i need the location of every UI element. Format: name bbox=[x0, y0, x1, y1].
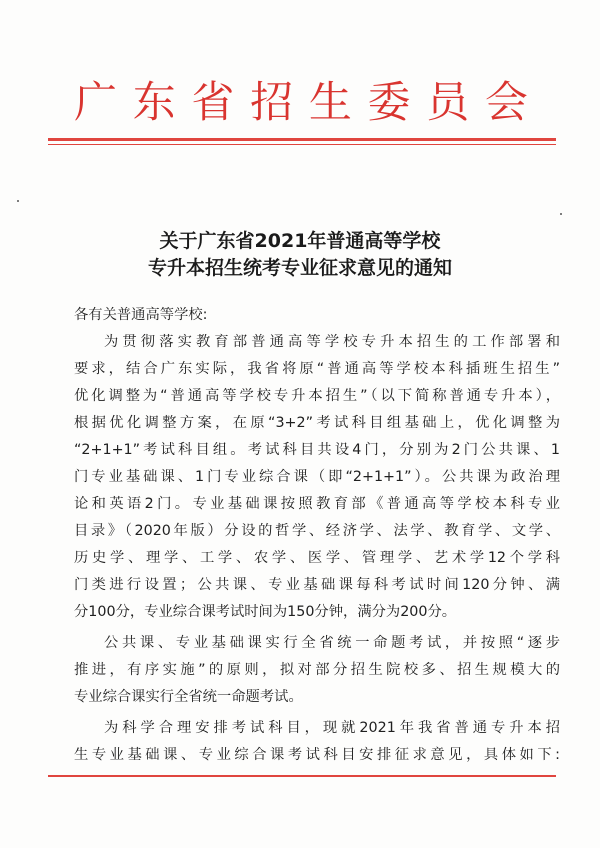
letterhead-char: 委 bbox=[367, 77, 411, 128]
notice-title-line-1: 关于广东省2021年普通高等学校 bbox=[159, 230, 441, 252]
letterhead-rule-thin bbox=[48, 144, 556, 145]
letterhead-char: 会 bbox=[484, 77, 528, 128]
salutation: 各有关普通高等学校: bbox=[74, 307, 208, 323]
scan-speck bbox=[17, 200, 19, 202]
body-line: 论和英语2门。专业基础课按照教育部《普通高等学校本科专业 bbox=[74, 496, 560, 512]
scan-speck bbox=[560, 213, 562, 215]
body-line: 优化调整为“普通高等学校专升本招生”（以下简称普通专升本）， bbox=[74, 388, 560, 404]
letterhead-title bbox=[74, 74, 528, 132]
body-line: 推进，有序实施”的原则，拟对部分招生院校多、招生规模大的 bbox=[74, 662, 560, 678]
letterhead-char: 省 bbox=[191, 77, 235, 128]
paragraph-3 bbox=[74, 715, 560, 769]
body-line: 为贯彻落实教育部普通高等学校专升本招生的工作部署和 bbox=[104, 334, 560, 350]
body-line: 目录》（2020年版）分设的哲学、经济学、法学、教育学、文学、 bbox=[74, 523, 560, 539]
body-line: 为科学合理安排考试科目，现就2021年我省普通专升本招 bbox=[104, 720, 560, 736]
body-line: 要求，结合广东实际，我省将原“普通高等学校本科插班生招生” bbox=[74, 361, 560, 377]
body-line: 根据优化调整方案，在原“3+2”考试科目组基础上，优化调整为 bbox=[74, 415, 560, 431]
body-line: 生专业基础课、专业综合课考试科目安排征求意见，具体如下: bbox=[74, 747, 560, 763]
body-line: 门类进行设置；公共课、专业基础课每科考试时间120分钟、满 bbox=[74, 577, 560, 593]
body-line: 分100分，专业综合课考试时间为150分钟，满分为200分。 bbox=[74, 604, 457, 620]
body-line: 历史学、理学、工学、农学、医学、管理学、艺术学12个学科 bbox=[74, 550, 560, 566]
body-line: 门专业基础课、1门专业综合课（即“2+1+1”）。公共课为政治理 bbox=[74, 469, 560, 485]
body-line: 公共课、专业基础课实行全省统一命题考试，并按照“逐步 bbox=[104, 635, 560, 651]
letterhead-char: 招 bbox=[250, 77, 294, 128]
footer-rule bbox=[48, 775, 556, 777]
body-line: 专业综合课实行全省统一命题考试。 bbox=[74, 689, 303, 705]
paragraph-2 bbox=[74, 630, 560, 711]
body-line: “2+1+1”考试科目组。考试科目共设4门，分别为2门公共课、1 bbox=[74, 442, 560, 458]
letterhead-char: 员 bbox=[426, 77, 470, 128]
letterhead-rule-thick bbox=[48, 138, 556, 141]
notice-body bbox=[74, 302, 560, 769]
letterhead-char: 生 bbox=[308, 77, 352, 128]
letterhead-char: 东 bbox=[132, 77, 176, 128]
notice-title-line-2: 专升本招生统考专业征求意见的通知 bbox=[147, 257, 452, 279]
letterhead-char: 广 bbox=[74, 77, 117, 128]
paragraph-1 bbox=[74, 329, 560, 626]
